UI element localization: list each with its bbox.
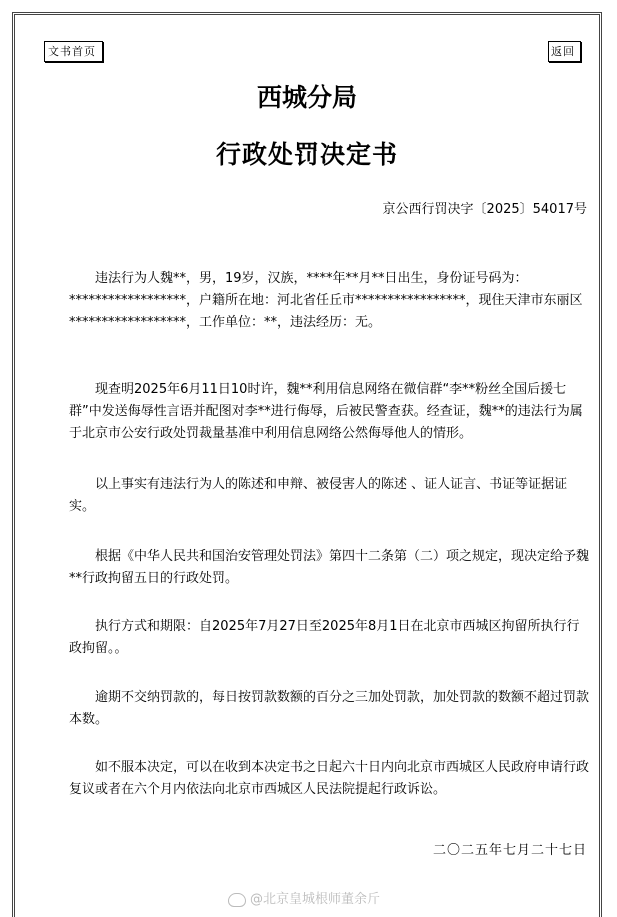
paragraph-facts: 现查明2025年6月11日10时许，魏**利用信息网络在微信群“李**粉丝全国后援七群”中发送侮辱性言语并配图对李**进行侮辱，后被民警查获。经查证，魏**的违法行为属于北京市公安行政处罚裁量基准中利用信息网络公然侮辱他人的情形。 (69, 382, 583, 441)
document-date: 二〇二五年七月二十七日 (432, 843, 587, 858)
document-number: 京公西行罚决字〔2025〕54017号 (382, 202, 587, 217)
issuer-title: 西城分局 (256, 83, 357, 112)
back-button[interactable]: 返回 (548, 41, 581, 62)
home-button[interactable]: 文书首页 (44, 41, 103, 62)
document-page (12, 12, 602, 917)
paragraph-late-fee: 逾期不交纳罚款的，每日按罚款数额的百分之三加处罚款，加处罚款的数额不超过罚款本数。 (69, 690, 590, 727)
watermark-text: @北京皇城根师董余斤 (250, 892, 381, 907)
paragraph-appeal: 如不服本决定，可以在收到本决定书之日起六十日内向北京市西城区人民政府申请行政复议或者在六个月内依法向北京市西城区人民法院提起行政诉讼。 (69, 760, 590, 797)
paragraph-offender-info: 违法行为人魏**，男，19岁，汉族，****年**月**日出生，身份证号码为：******************，户籍所在地：河北省任丘市*****************，现住天津市东丽区******************，工作单位：**，违法经历：无。 (69, 271, 583, 330)
paragraph-execution: 执行方式和期限：自2025年7月27日至2025年8月1日在北京市西城区拘留所执行行政拘留。。 (69, 619, 580, 656)
document-title: 行政处罚决定书 (215, 140, 398, 169)
weibo-icon (228, 893, 246, 907)
paragraph-decision: 根据《中华人民共和国治安管理处罚法》第四十二条第（二）项之规定，现决定给予魏**行政拘留五日的行政处罚。 (69, 549, 590, 586)
paragraph-evidence: 以上事实有违法行为人的陈述和申辩、被侵害人的陈述 、证人证言、书证等证据证实。 (69, 477, 568, 514)
watermark (228, 888, 380, 907)
